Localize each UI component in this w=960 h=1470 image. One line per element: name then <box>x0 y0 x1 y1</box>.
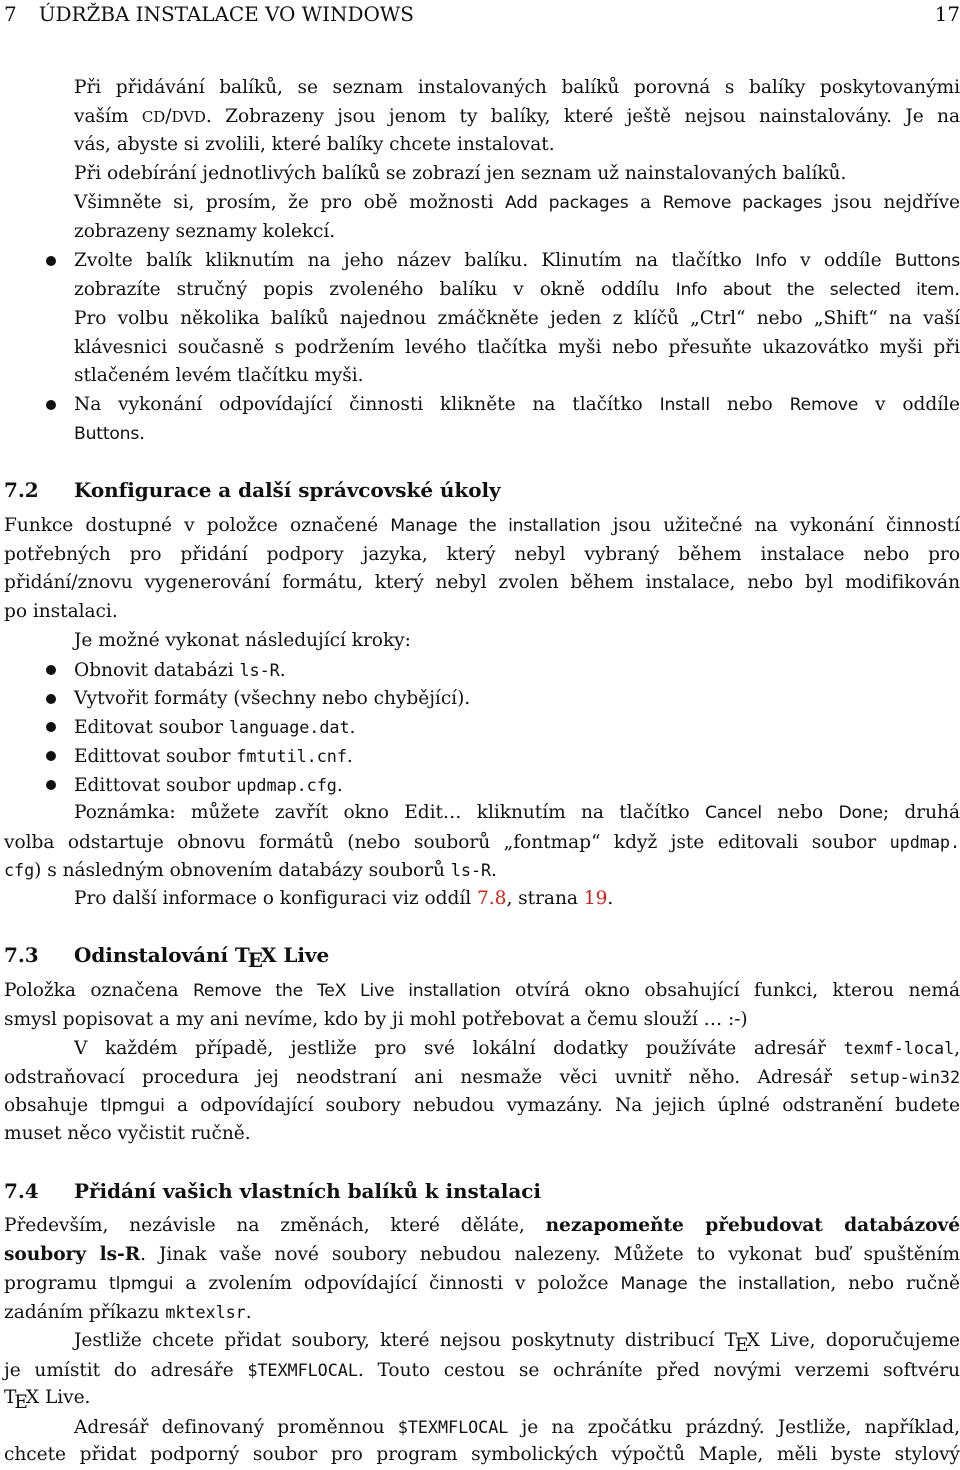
chapter-title: ÚDRŽBA INSTALACE VO WINDOWS <box>38 2 414 26</box>
ui-label: Remove the TeX Live installation <box>192 981 501 1001</box>
text-line: Při přidávání balíků, se seznam instalovaných balíků porovná s balíky poskytovanými <box>74 77 960 98</box>
text-line: po instalaci. <box>4 601 118 622</box>
list-item: Edittovat soubor fmtutil.cnf. <box>74 746 353 767</box>
ui-label: Info about the selected item <box>675 280 955 300</box>
text-line: chcete přidat podporný soubor pro program symbolických výpočtů Maple, měli byste stylový <box>4 1444 960 1465</box>
list-item-line: klávesnici současně s podržením levého tlačítka myši nebo přesuňte ukazovátko myši při <box>74 337 960 358</box>
text-line: Položka označena Remove the TeX Live installation otvírá okno obsahující funkci, kterou nemá <box>4 980 960 1001</box>
page-link[interactable]: 19 <box>583 888 608 909</box>
code-text: updmap.cfg <box>236 775 337 795</box>
list-item: Obnovit databázi ls-R. <box>74 660 286 681</box>
ui-label: Info <box>755 251 787 271</box>
text-line: smysl popisovat a my ani nevíme, kdo by ji mohl potřebovat a čemu slouží … :-) <box>4 1009 748 1030</box>
text-line: Funkce dostupné v položce označené Manage the installation jsou užitečné na vykonání činností <box>4 515 960 536</box>
section-heading: 7.2 Konfigurace a další správcovské úkoly <box>4 478 501 502</box>
text-line: Jestliže chcete přidat soubory, které nejsou poskytnuty distribucí TEX Live, doporučujeme <box>74 1330 960 1356</box>
chapter-heading <box>4 2 414 26</box>
ui-label: Add packages <box>505 193 629 213</box>
ui-label: Remove packages <box>662 193 823 213</box>
chapter-number: 7 <box>4 2 17 26</box>
ui-label: Done <box>838 803 883 823</box>
ui-label: Buttons <box>894 251 960 271</box>
text-line: cfg) s následným obnovením databázy souborů ls-R. <box>4 860 497 881</box>
list-item-line: Buttons. <box>74 423 146 444</box>
code-text: $TEXMFLOCAL <box>397 1417 509 1437</box>
text-line: přidání/znovu vygenerování formátu, který nebyl zvolen během instalace, nebo byl modifikován <box>4 572 960 593</box>
text-line: Poznámka: můžete zavřít okno Edit… kliknutím na tlačítko Cancel nebo Done; druhá <box>74 802 960 823</box>
text-line: Při odebírání jednotlivých balíků se zobrazí jen seznam už nainstalovaných balíků. <box>74 163 847 184</box>
ui-label: Remove <box>789 395 859 415</box>
ui-label: tlpmgui <box>100 1096 165 1116</box>
text-line: Je možné vykonat následující kroky: <box>74 630 411 651</box>
list-item: Editovat soubor language.dat. <box>74 717 356 738</box>
code-text: ls-R <box>450 860 492 880</box>
ui-label: Buttons <box>74 424 140 444</box>
ui-label: Manage the installation <box>390 516 601 536</box>
ui-label: Manage the installation <box>620 1274 831 1294</box>
section-heading: 7.3 Odinstalování TEX Live <box>4 943 330 972</box>
code-text: language.dat <box>228 717 350 737</box>
text-line: V každém případě, jestliže pro své lokální dodatky používáte adresář texmf-local, <box>74 1038 960 1059</box>
text-line: Především, nezávisle na změnách, které děláte, nezapomeňte přebudovat databázové <box>4 1215 960 1236</box>
emphasis-text: nezapomeňte přebudovat databázové <box>545 1215 960 1236</box>
ui-label: Install <box>659 395 710 415</box>
list-item-line: zobrazíte stručný popis zvoleného balíku v okně oddílu Info about the selected item. <box>74 279 960 300</box>
bullet-icon <box>46 256 56 266</box>
list-item-line: stlačeném levém tlačítku myši. <box>74 365 364 386</box>
code-text: mktexlsr <box>165 1302 246 1322</box>
list-item: Vytvořit formáty (všechny nebo chybějící). <box>74 688 471 709</box>
page-number: 17 <box>934 2 960 26</box>
code-text: ls-R <box>239 660 280 680</box>
list-item-line: Pro volbu několika balíků najednou zmáčkněte jeden z klíčů „Ctrl“ nebo „Shift“ na vaší <box>74 308 960 329</box>
bullet-icon <box>46 780 56 790</box>
section-heading: 7.4 Přidání vašich vlastních balíků k instalaci <box>4 1179 541 1203</box>
text-line: muset něco vyčistit ručně. <box>4 1123 251 1144</box>
bullet-icon <box>46 722 56 732</box>
ui-label: tlpmgui <box>109 1274 174 1294</box>
text-line: vás, abyste si zvolili, které balíky chcete instalovat. <box>74 134 555 155</box>
list-item-line: Zvolte balík kliknutím na jeho název balíku. Klinutím na tlačítko Info v oddíle Buttons <box>74 250 960 271</box>
bullet-icon <box>46 751 56 761</box>
text-line: zadáním příkazu mktexlsr. <box>4 1302 252 1323</box>
bullet-icon <box>46 400 56 410</box>
code-text: texmf-local <box>843 1038 955 1058</box>
section-link[interactable]: 7.8 <box>477 888 507 909</box>
code-text: setup-win32 <box>849 1067 960 1087</box>
text-line: je umístit do adresáře $TEXMFLOCAL. Touto cestou se ochráníte před novými verzemi softvéru <box>4 1360 960 1381</box>
text-line: programu tlpmgui a zvolením odpovídající činnosti v položce Manage the installation, nebo ručně <box>4 1273 960 1294</box>
bullet-icon <box>46 694 56 704</box>
list-item-line: Na vykonání odpovídající činnosti klikněte na tlačítko Install nebo Remove v oddíle <box>74 394 960 415</box>
list-item: Edittovat soubor updmap.cfg. <box>74 775 343 796</box>
text-line: zobrazeny seznamy kolekcí. <box>74 221 336 242</box>
text-line: Adresář definovaný proměnnou $TEXMFLOCAL je na zpočátku prázdný. Jestliže, například, <box>74 1417 960 1438</box>
text-line: volba odstartuje obnovu formátů (nebo souborů „fontmap“ když jste editovali soubor updmap. <box>4 832 960 853</box>
bullet-icon <box>46 665 56 675</box>
text-line: potřebných pro přidání podpory jazyka, který nebyl vybraný během instalace nebo pro <box>4 544 960 565</box>
text-line: obsahuje tlpmgui a odpovídající soubory nebudou vymazány. Na jejich úplné odstranění budete <box>4 1095 960 1116</box>
code-text: updmap. <box>889 832 960 852</box>
text-line: Pro další informace o konfiguraci viz oddíl 7.8, strana 19. <box>74 888 614 909</box>
running-header <box>4 2 960 30</box>
text-line: vaším CD/DVD. Zobrazeny jsou jenom ty balíky, které ještě nejsou nainstalovány. Je na <box>74 106 960 127</box>
emphasis-text: soubory ls-R <box>4 1244 141 1265</box>
code-text: $TEXMFLOCAL <box>247 1360 358 1380</box>
text-line: odstraňovací procedura jej neodstraní ani nesmaže věci uvnitř něho. Adresář setup-win32 <box>4 1067 960 1088</box>
text-line: soubory ls-R. Jinak vaše nové soubory nebudou nalezeny. Můžete to vykonat buď spuštěním <box>4 1244 960 1265</box>
text-line: TEX Live. <box>4 1387 91 1413</box>
ui-label: Cancel <box>704 803 762 823</box>
code-text: fmtutil.cnf <box>236 746 347 766</box>
code-text: cfg <box>4 860 35 880</box>
text-line: Všimněte si, prosím, že pro obě možnosti Add packages a Remove packages jsou nejdříve <box>74 192 960 213</box>
